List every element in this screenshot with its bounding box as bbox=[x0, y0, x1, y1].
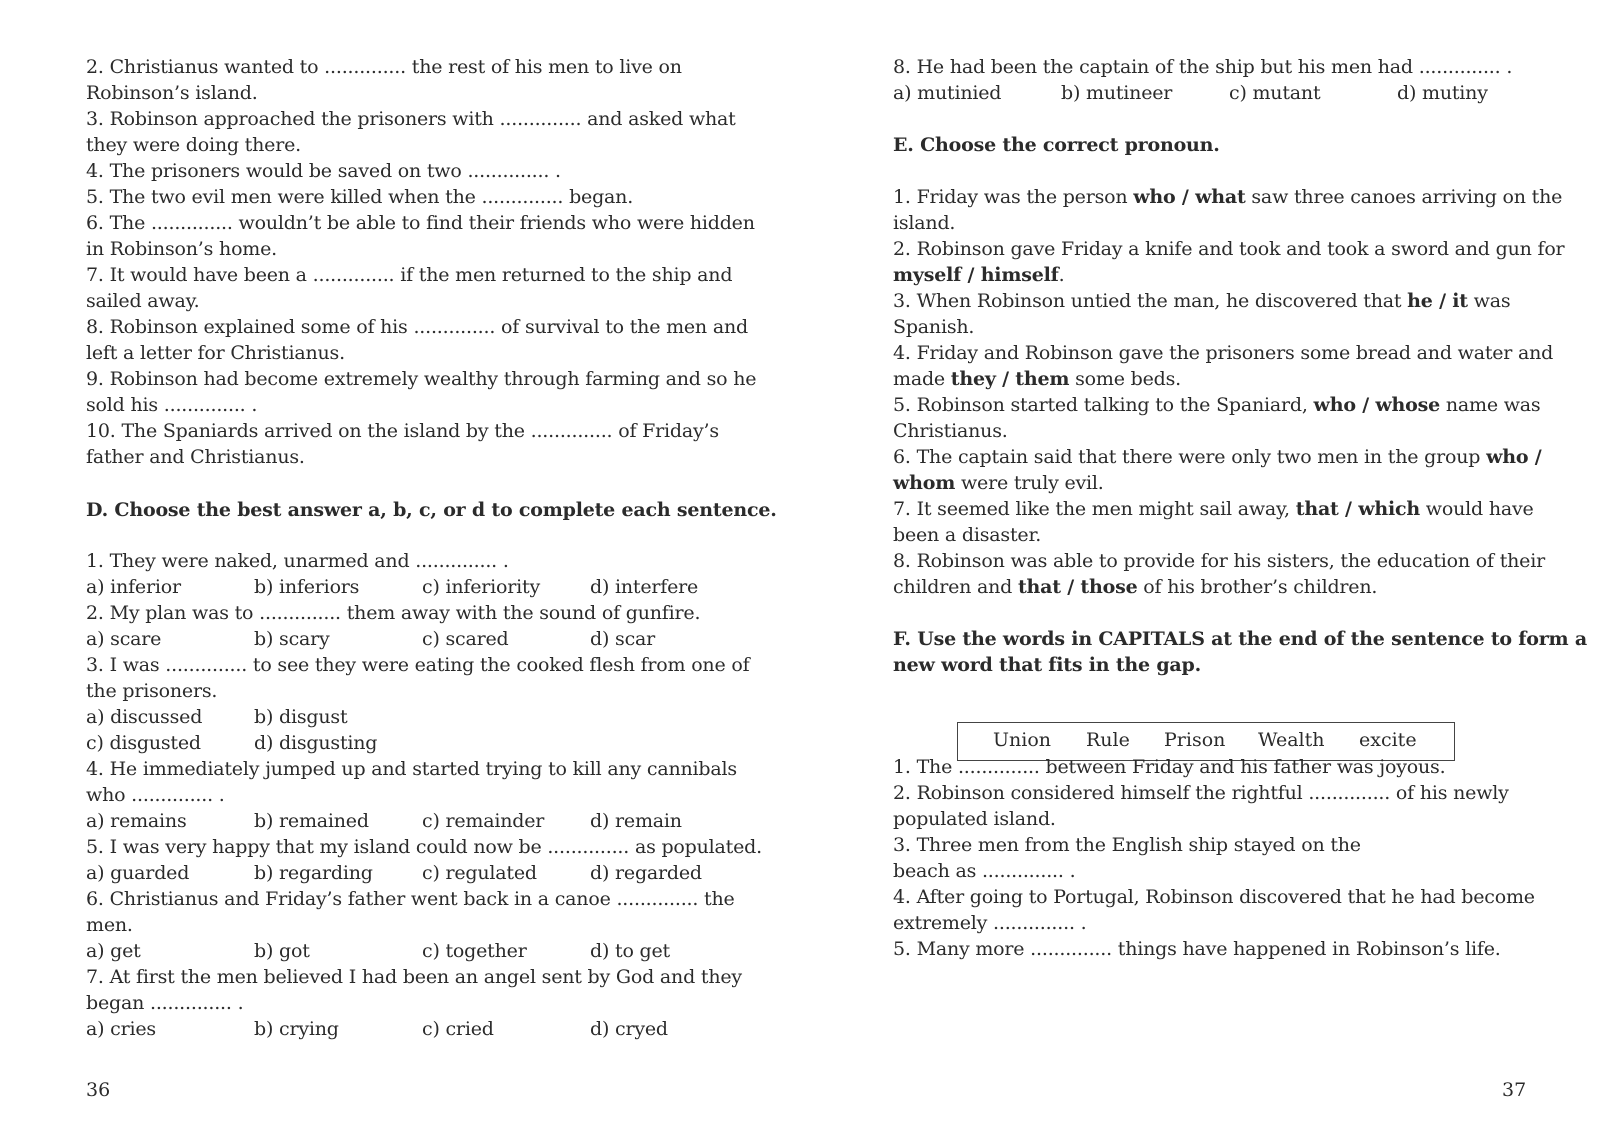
pronoun-choice: that / those bbox=[1017, 576, 1138, 598]
answer-option: b) crying bbox=[254, 1018, 339, 1040]
sentence-text: Christianus. bbox=[893, 420, 1008, 442]
answer-option: c) disgusted bbox=[86, 732, 201, 754]
sentence-text: island. bbox=[893, 212, 956, 234]
answer-option: a) mutinied bbox=[893, 82, 1002, 104]
sentence-text: 4. Friday and Robinson gave the prisoners some bread and water and bbox=[893, 342, 1554, 364]
answer-option: d) disgusting bbox=[254, 732, 378, 754]
exercise-c-item-line: left a letter for Christianus. bbox=[86, 342, 345, 364]
sentence-text: saw three canoes arriving on the bbox=[1245, 186, 1563, 208]
exercise-f-item-line: 1. The .............. between Friday and his father was joyous. bbox=[893, 756, 1446, 778]
exercise-f-item-line: 2. Robinson considered himself the rightful .............. of his newly bbox=[893, 782, 1509, 804]
exercise-f-item-line: 5. Many more .............. things have happened in Robinson’s life. bbox=[893, 938, 1501, 960]
answer-option: c) regulated bbox=[422, 862, 537, 884]
exercise-d-question: 4. He immediately jumped up and started trying to kill any cannibals bbox=[86, 758, 737, 780]
exercise-e-item-line bbox=[893, 184, 1562, 210]
sentence-text: 8. Robinson was able to provide for his sisters, the education of their bbox=[893, 550, 1545, 572]
exercise-c-item-line: 9. Robinson had become extremely wealthy through farming and so he bbox=[86, 368, 757, 390]
exercise-c-item-line: in Robinson’s home. bbox=[86, 238, 278, 260]
answer-option: d) regarded bbox=[590, 862, 702, 884]
exercise-e-item-line bbox=[893, 444, 1541, 470]
sentence-text: some beds. bbox=[1069, 368, 1181, 390]
exercise-f-item-line: beach as .............. . bbox=[893, 860, 1076, 882]
section-e-heading: E. Choose the correct pronoun. bbox=[893, 134, 1220, 156]
answer-option: a) inferior bbox=[86, 576, 181, 598]
answer-option: b) got bbox=[254, 940, 310, 962]
exercise-d-question: men. bbox=[86, 914, 133, 936]
answer-option: d) remain bbox=[590, 810, 682, 832]
answer-option: b) regarding bbox=[254, 862, 373, 884]
exercise-c-item-line: 3. Robinson approached the prisoners with .............. and asked what bbox=[86, 108, 736, 130]
answer-option: b) inferiors bbox=[254, 576, 360, 598]
answer-option: a) get bbox=[86, 940, 141, 962]
answer-option: a) scare bbox=[86, 628, 162, 650]
exercise-d-question: who .............. . bbox=[86, 784, 225, 806]
sentence-text: were truly evil. bbox=[955, 472, 1104, 494]
sentence-text: Spanish. bbox=[893, 316, 975, 338]
exercise-c-item-line: 2. Christianus wanted to .............. the rest of his men to live on bbox=[86, 56, 682, 78]
answer-option: c) inferiority bbox=[422, 576, 541, 598]
sentence-text: children and bbox=[893, 576, 1018, 598]
answer-option: a) remains bbox=[86, 810, 187, 832]
exercise-d-question: 8. He had been the captain of the ship but his men had .............. . bbox=[893, 56, 1513, 78]
exercise-d-question: 5. I was very happy that my island could now be .............. as populated. bbox=[86, 836, 762, 858]
exercise-c-item-line: Robinson’s island. bbox=[86, 82, 258, 104]
answer-option: a) discussed bbox=[86, 706, 203, 728]
answer-option: c) cried bbox=[422, 1018, 494, 1040]
answer-option: b) scary bbox=[254, 628, 330, 650]
capital-word: Union bbox=[993, 729, 1052, 751]
answer-option: c) scared bbox=[422, 628, 509, 650]
exercise-d-question: 6. Christianus and Friday’s father went back in a canoe .............. the bbox=[86, 888, 735, 910]
answer-option: d) interfere bbox=[590, 576, 699, 598]
exercise-c-item-line: they were doing there. bbox=[86, 134, 301, 156]
exercise-c-item-line: 6. The .............. wouldn’t be able to find their friends who were hidden bbox=[86, 212, 755, 234]
sentence-text: 5. Robinson started talking to the Spaniard, bbox=[893, 394, 1314, 416]
exercise-c-item-line: sold his .............. . bbox=[86, 394, 258, 416]
exercise-c-item-line: 7. It would have been a .............. if the men returned to the ship and bbox=[86, 264, 733, 286]
exercise-e-item-line bbox=[893, 418, 1008, 444]
sentence-text: been a disaster. bbox=[893, 524, 1042, 546]
exercise-e-item-line bbox=[893, 522, 1041, 548]
page-number: 37 bbox=[1502, 1079, 1527, 1101]
sentence-text: 1. Friday was the person bbox=[893, 186, 1134, 208]
pronoun-choice: who / what bbox=[1133, 186, 1246, 208]
exercise-f-item-line: 4. After going to Portugal, Robinson discovered that he had become bbox=[893, 886, 1535, 908]
pronoun-choice: who / bbox=[1486, 446, 1542, 468]
exercise-c-item-line: sailed away. bbox=[86, 290, 200, 312]
sentence-text: 2. Robinson gave Friday a knife and took and took a sword and gun for bbox=[893, 238, 1565, 260]
exercise-e-item-line bbox=[893, 210, 955, 236]
pronoun-choice: that / which bbox=[1295, 498, 1420, 520]
sentence-text: name was bbox=[1440, 394, 1541, 416]
exercise-e-item-line bbox=[893, 574, 1377, 600]
pronoun-choice: whom bbox=[893, 472, 956, 494]
exercise-d-question: began .............. . bbox=[86, 992, 244, 1014]
answer-option: a) cries bbox=[86, 1018, 156, 1040]
exercise-d-question: 7. At first the men believed I had been an angel sent by God and they bbox=[86, 966, 742, 988]
exercise-e-item-line bbox=[893, 314, 974, 340]
capital-word: excite bbox=[1359, 729, 1417, 751]
exercise-c-item-line: 8. Robinson explained some of his .............. of survival to the men and bbox=[86, 316, 748, 338]
sentence-text: made bbox=[893, 368, 951, 390]
exercise-d-question: 2. My plan was to .............. them away with the sound of gunfire. bbox=[86, 602, 701, 624]
answer-option: c) remainder bbox=[422, 810, 545, 832]
exercise-e-item-line bbox=[893, 366, 1181, 392]
answer-option: b) disgust bbox=[254, 706, 348, 728]
answer-option: d) mutiny bbox=[1397, 82, 1488, 104]
exercise-f-item-line: extremely .............. . bbox=[893, 912, 1087, 934]
answer-option: c) together bbox=[422, 940, 527, 962]
section-f-heading: new word that fits in the gap. bbox=[893, 654, 1202, 676]
page-number: 36 bbox=[86, 1079, 111, 1101]
pronoun-choice: who / whose bbox=[1313, 394, 1440, 416]
exercise-e-item-line bbox=[893, 470, 1104, 496]
exercise-d-question: 3. I was .............. to see they were eating the cooked flesh from one of bbox=[86, 654, 750, 676]
answer-option: b) mutineer bbox=[1061, 82, 1173, 104]
exercise-d-question: the prisoners. bbox=[86, 680, 218, 702]
exercise-f-item-line: 3. Three men from the English ship stayed on the bbox=[893, 834, 1361, 856]
answer-option: c) mutant bbox=[1229, 82, 1321, 104]
exercise-c-item-line: 10. The Spaniards arrived on the island by the .............. of Friday’s bbox=[86, 420, 719, 442]
answer-option: b) remained bbox=[254, 810, 369, 832]
pronoun-choice: myself / himself bbox=[893, 264, 1059, 286]
section-f-heading: F. Use the words in CAPITALS at the end of the sentence to form a bbox=[893, 628, 1587, 650]
answer-option: a) guarded bbox=[86, 862, 190, 884]
capital-word: Prison bbox=[1164, 729, 1226, 751]
capital-word: Wealth bbox=[1258, 729, 1325, 751]
sentence-text: . bbox=[1058, 264, 1065, 286]
sentence-text: 6. The captain said that there were only two men in the group bbox=[893, 446, 1487, 468]
sentence-text: 3. When Robinson untied the man, he discovered that bbox=[893, 290, 1408, 312]
exercise-d-question: 1. They were naked, unarmed and .............. . bbox=[86, 550, 509, 572]
exercise-e-item-line bbox=[893, 288, 1510, 314]
exercise-e-item-line bbox=[893, 262, 1064, 288]
answer-option: d) cryed bbox=[590, 1018, 668, 1040]
exercise-e-item-line bbox=[893, 236, 1564, 262]
sentence-text: of his brother’s children. bbox=[1137, 576, 1378, 598]
pronoun-choice: they / them bbox=[950, 368, 1070, 390]
pronoun-choice: he / it bbox=[1407, 290, 1468, 312]
exercise-c-item-line: 4. The prisoners would be saved on two .............. . bbox=[86, 160, 561, 182]
exercise-e-item-line bbox=[893, 340, 1553, 366]
exercise-e-item-line bbox=[893, 496, 1534, 522]
exercise-e-item-line bbox=[893, 392, 1540, 418]
section-d-heading: D. Choose the best answer a, b, c, or d to complete each sentence. bbox=[86, 499, 777, 521]
sentence-text: would have bbox=[1419, 498, 1534, 520]
exercise-e-item-line bbox=[893, 548, 1545, 574]
sentence-text: was bbox=[1467, 290, 1511, 312]
capital-word: Rule bbox=[1086, 729, 1130, 751]
sentence-text: 7. It seemed like the men might sail away, bbox=[893, 498, 1296, 520]
answer-option: d) scar bbox=[590, 628, 656, 650]
exercise-f-item-line: populated island. bbox=[893, 808, 1056, 830]
exercise-c-item-line: father and Christianus. bbox=[86, 446, 305, 468]
exercise-c-item-line: 5. The two evil men were killed when the .............. began. bbox=[86, 186, 634, 208]
answer-option: d) to get bbox=[590, 940, 670, 962]
